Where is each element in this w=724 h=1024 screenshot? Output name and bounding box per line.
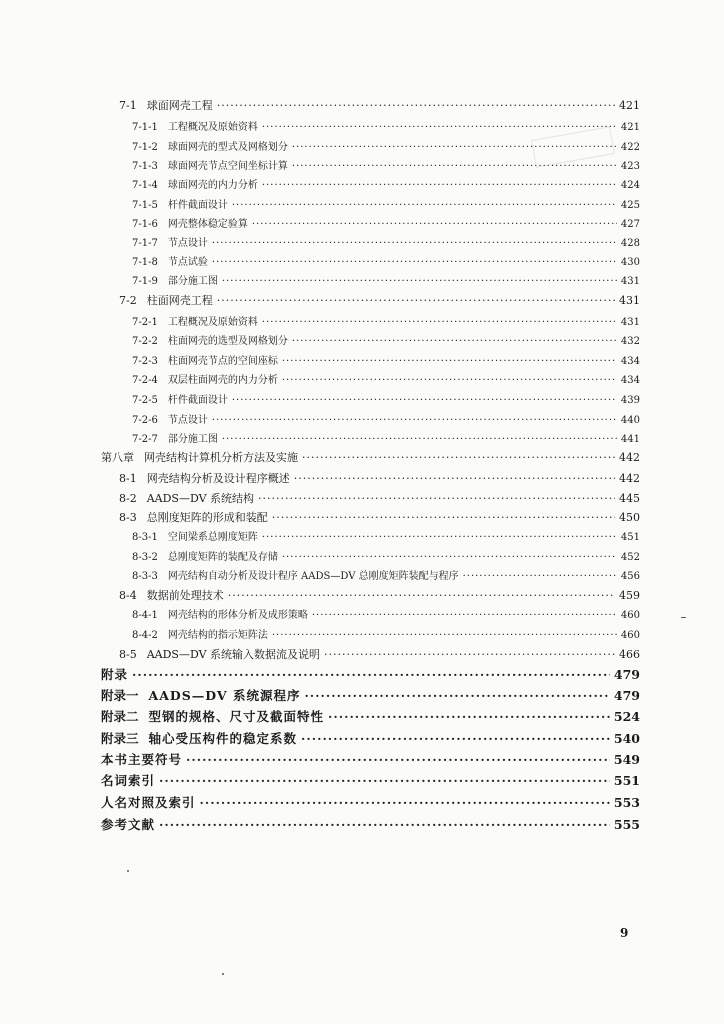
toc-entry-page: 441 (620, 434, 640, 445)
dot-leader (301, 731, 610, 746)
toc-entry (132, 391, 640, 405)
toc-entry-number: 附录三 (101, 731, 139, 746)
toc-entry-number: 7-1 (119, 99, 137, 112)
toc-entry-page: 424 (620, 180, 640, 191)
toc-entry-number: 8-4-1 (132, 610, 158, 621)
toc-entry-title: 总刚度矩阵的形成和装配 (146, 511, 268, 524)
dot-leader (262, 122, 617, 133)
toc-entry-title: 球面网壳节点空间坐标计算 (167, 161, 288, 172)
toc-entry (101, 449, 640, 464)
toc-entry-title: 部分施工图 (167, 276, 218, 287)
toc-entry (119, 470, 640, 485)
toc-entry-title: 网壳结构自动分析及设计程序 AADS—DV 总刚度矩阵装配与程序 (167, 571, 459, 582)
dot-leader (222, 434, 617, 445)
dot-leader (252, 219, 617, 230)
toc-entry-number: 7-1-2 (132, 142, 158, 153)
scan-speck (127, 870, 129, 872)
toc-entry-number: 8-3-2 (132, 552, 158, 563)
toc-entry-page: 459 (619, 589, 640, 602)
toc-entry-number: 附录二 (101, 709, 139, 724)
toc-entry (132, 352, 640, 366)
toc-entry (119, 509, 640, 524)
toc-entry-page: 451 (620, 532, 640, 543)
toc-entry-title: 人名对照及索引 (101, 795, 196, 810)
toc-entry (132, 626, 640, 640)
scan-speck (681, 617, 686, 618)
toc-entry-title: 节点试验 (167, 257, 208, 268)
toc-entry-page: 553 (613, 795, 640, 810)
toc-entry-number: 附录一 (101, 688, 139, 703)
toc-entry (132, 606, 640, 620)
dot-leader (228, 589, 615, 602)
toc-entry-page: 428 (620, 238, 640, 249)
toc-entry-title: 网壳结构计算机分析方法及实施 (144, 451, 298, 464)
dot-leader (232, 395, 617, 406)
dot-leader (212, 257, 617, 268)
toc-entry-number: 8-5 (119, 648, 137, 661)
toc-entry-title: 工程概况及原始资料 (167, 122, 258, 133)
toc-entry (132, 272, 640, 286)
dot-leader (217, 99, 615, 112)
dot-leader (200, 795, 610, 810)
toc-entry-number: 7-1-9 (132, 276, 158, 287)
toc-entry-title: 球面网壳的内力分析 (167, 180, 258, 191)
toc-entry (132, 176, 640, 190)
toc-entry (101, 665, 640, 682)
toc-entry-number: 8-4 (119, 589, 137, 602)
toc-entry-title: AADS—DV 系统源程序 (148, 688, 301, 703)
toc-entry-number: 第八章 (101, 451, 134, 464)
dot-leader (272, 630, 617, 641)
toc-entry (119, 97, 640, 112)
toc-entry-title: 工程概况及原始资料 (167, 317, 258, 328)
toc-entry-title: 网壳结构的形体分析及成形策略 (167, 610, 308, 621)
toc-entry (132, 371, 640, 385)
toc-entry-page: 442 (619, 451, 640, 464)
toc-entry (101, 686, 640, 703)
toc-entry (132, 548, 640, 562)
toc-entry-page: 425 (620, 200, 640, 211)
toc-entry (132, 253, 640, 267)
toc-entry-page: 440 (620, 415, 640, 426)
toc-entry-title: 杆件截面设计 (167, 395, 228, 406)
toc-entry-number: 8-3 (119, 511, 137, 524)
dot-leader (159, 817, 610, 832)
toc-entry-page: 421 (620, 122, 640, 133)
toc-entry-number: 8-1 (119, 472, 137, 485)
toc-entry-title: 杆件截面设计 (167, 200, 228, 211)
toc-entry (101, 793, 640, 810)
toc-entry-number: 7-1-5 (132, 200, 158, 211)
dot-leader (232, 200, 617, 211)
toc-entry-number: 7-2-2 (132, 336, 158, 347)
toc-entry-title: 球面网壳工程 (146, 99, 213, 112)
dot-leader (328, 709, 610, 724)
dot-leader (324, 648, 615, 661)
dot-leader (262, 180, 617, 191)
toc-entry-title: 数据前处理技术 (146, 589, 224, 602)
toc-entry-title: 轴心受压构件的稳定系数 (148, 731, 298, 746)
toc-entry-page: 551 (613, 773, 640, 788)
toc-entry-number: 7-1-1 (132, 122, 158, 133)
toc-entry (132, 215, 640, 229)
toc-entry-title: AADS—DV 系统结构 (146, 492, 255, 505)
toc-entry (132, 118, 640, 132)
dot-leader (312, 610, 617, 621)
toc-entry-title: 参考文献 (101, 817, 156, 832)
dot-leader (282, 552, 617, 563)
toc-entry-page: 452 (620, 552, 640, 563)
dot-leader (212, 415, 617, 426)
toc-entry-number: 7-2-1 (132, 317, 158, 328)
dot-leader (302, 451, 615, 464)
toc-entry-number: 7-1-7 (132, 238, 158, 249)
toc-entry-page: 466 (619, 648, 640, 661)
toc-entry-title: 节点设计 (167, 415, 208, 426)
toc-entry-page: 460 (620, 610, 640, 621)
toc-entry (101, 771, 640, 788)
toc-entry-title: 附录 (101, 667, 129, 682)
toc-entry-title: 网壳结构分析及设计程序概述 (146, 472, 290, 485)
toc-entry (119, 587, 640, 602)
toc-entry-page: 434 (620, 356, 640, 367)
toc-entry (119, 646, 640, 661)
dot-leader (217, 294, 615, 307)
toc-entry-title: 总刚度矩阵的装配及存储 (167, 552, 278, 563)
toc-entry-page: 430 (620, 257, 640, 268)
toc-entry-title: 双层柱面网壳的内力分析 (167, 375, 278, 386)
dot-leader (132, 667, 610, 682)
dot-leader (294, 472, 615, 485)
dot-leader (463, 571, 617, 582)
toc-entry-title: 节点设计 (167, 238, 208, 249)
dot-leader (272, 511, 615, 524)
dot-leader (262, 317, 617, 328)
toc-entry-page: 555 (613, 817, 640, 832)
toc-entry-number: 7-2-5 (132, 395, 158, 406)
toc-entry-page: 431 (619, 294, 640, 307)
toc-entry-number: 7-2-4 (132, 375, 158, 386)
toc-entry-page: 434 (620, 375, 640, 386)
toc-entry (101, 707, 640, 724)
toc-entry-page: 422 (620, 142, 640, 153)
dot-leader (282, 356, 617, 367)
toc-entry-title: 空间梁系总刚度矩阵 (167, 532, 258, 543)
toc-entry (101, 750, 640, 767)
scan-speck (222, 973, 224, 975)
toc-entry-number: 8-3-1 (132, 532, 158, 543)
toc-entry (132, 234, 640, 248)
toc-entry-page: 524 (613, 709, 640, 724)
toc-entry-title: 本书主要符号 (101, 752, 183, 767)
toc-entry-page: 432 (620, 336, 640, 347)
toc-entry-page: 421 (619, 99, 640, 112)
toc-entry-page: 540 (613, 731, 640, 746)
toc-entry-number: 7-2-7 (132, 434, 158, 445)
toc-entry-title: 名词索引 (101, 773, 156, 788)
toc-entry-title: 型钢的规格、尺寸及截面特性 (148, 709, 325, 724)
toc-entry (119, 292, 640, 307)
toc-entry-title: 柱面网壳节点的空间座标 (167, 356, 278, 367)
toc-entry-page: 427 (620, 219, 640, 230)
dot-leader (222, 276, 617, 287)
page-number: 9 (620, 926, 629, 940)
dot-leader (304, 688, 609, 703)
toc-entry-page: 423 (620, 161, 640, 172)
toc-entry-number: 8-4-2 (132, 630, 158, 641)
toc-entry-title: AADS—DV 系统输入数据流及说明 (146, 648, 321, 661)
toc-entry-number: 7-1-8 (132, 257, 158, 268)
toc-entry-title: 球面网壳的型式及网格划分 (167, 142, 288, 153)
toc-entry-number: 7-1-4 (132, 180, 158, 191)
toc-entry (132, 196, 640, 210)
toc-entry-page: 445 (619, 492, 640, 505)
toc-entry-number: 7-2-3 (132, 356, 158, 367)
toc-entry (119, 490, 640, 505)
toc-entry-page: 431 (620, 276, 640, 287)
toc-entry-number: 8-3-3 (132, 571, 158, 582)
toc-entry-page: 479 (613, 667, 640, 682)
toc-entry (132, 313, 640, 327)
dot-leader (292, 336, 617, 347)
toc-entry-title: 网壳结构的指示矩阵法 (167, 630, 268, 641)
toc-entry (132, 430, 640, 444)
toc-entry-title: 部分施工图 (167, 434, 218, 445)
toc-entry-page: 442 (619, 472, 640, 485)
toc-entry-number: 7-1-6 (132, 219, 158, 230)
toc-entry-number: 8-2 (119, 492, 137, 505)
toc-entry-page: 549 (613, 752, 640, 767)
toc-entry-number: 7-2 (119, 294, 137, 307)
dot-leader (282, 375, 617, 386)
toc-entry (132, 528, 640, 542)
toc-entry-page: 456 (620, 571, 640, 582)
toc-entry-page: 431 (620, 317, 640, 328)
toc-entry-page: 460 (620, 630, 640, 641)
dot-leader (212, 238, 617, 249)
toc-entry-number: 7-1-3 (132, 161, 158, 172)
dot-leader (258, 492, 615, 505)
dot-leader (292, 161, 617, 172)
toc-entry-page: 450 (619, 511, 640, 524)
toc-entry (132, 411, 640, 425)
toc-entry (132, 332, 640, 346)
toc-entry (101, 729, 640, 746)
toc-entry-page: 479 (613, 688, 640, 703)
toc-entry-number: 7-2-6 (132, 415, 158, 426)
toc-entry-title: 柱面网壳工程 (146, 294, 213, 307)
dot-leader (262, 532, 617, 543)
dot-leader (159, 773, 610, 788)
toc-entry-title: 网壳整体稳定验算 (167, 219, 248, 230)
toc-entry-page: 439 (620, 395, 640, 406)
toc-entry (101, 815, 640, 832)
toc-entry-title: 柱面网壳的选型及网格划分 (167, 336, 288, 347)
dot-leader (186, 752, 610, 767)
toc-entry (132, 567, 640, 581)
